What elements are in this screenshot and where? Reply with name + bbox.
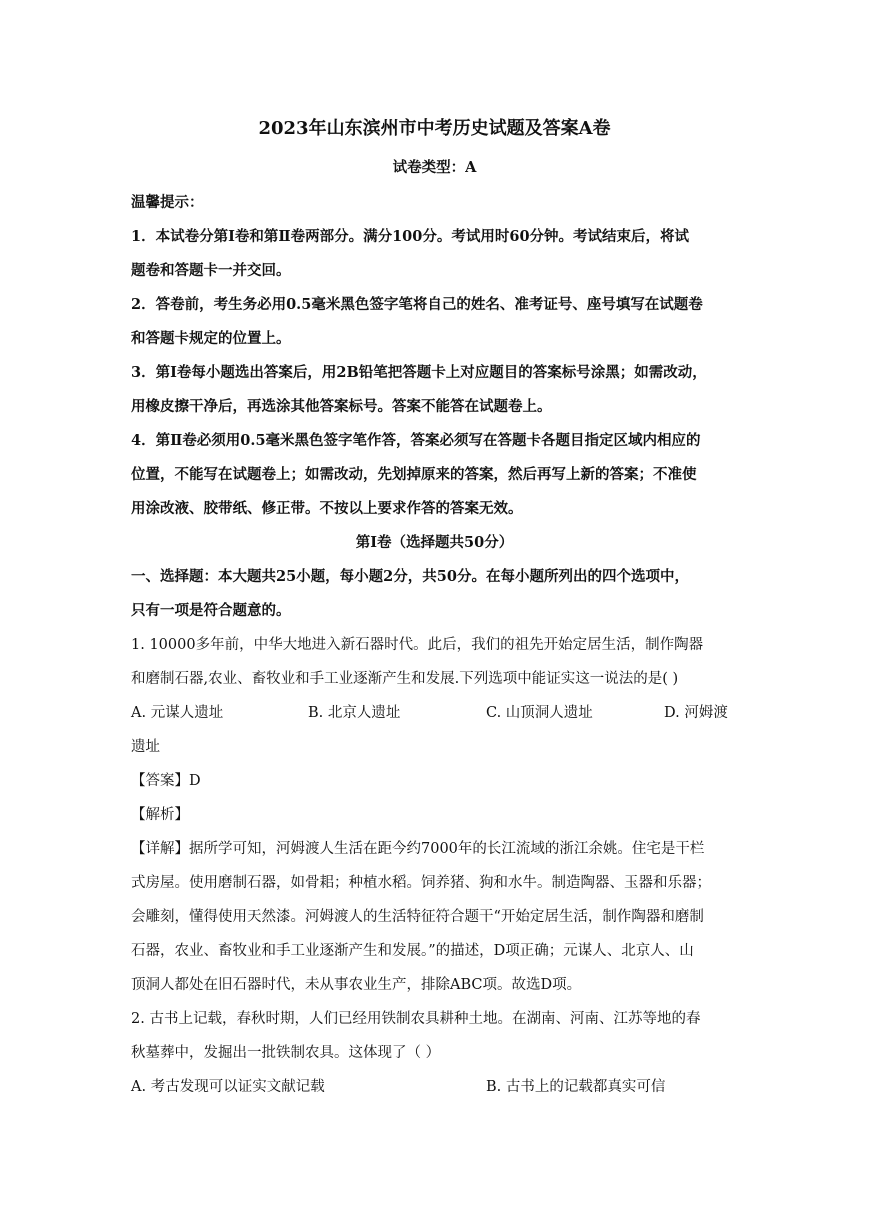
- notice-line: 4．第Ⅱ卷必须用0.5毫米黑色签字笔作答，答案必须写在答题卡各题目指定区域内相应的: [131, 432, 701, 449]
- question-2-option-a: A. 考古发现可以证实文献记载: [131, 1079, 325, 1095]
- question-1-analysis-heading: 【解析】: [131, 807, 189, 823]
- question-2-option-b: B. 古书上的记载都真实可信: [486, 1079, 666, 1095]
- question-1-detail: 式房屋。使用磨制石器，如骨耜；种植水稻。饲养猪、狗和水牛。制造陶器、玉器和乐器；: [131, 875, 711, 891]
- notice-heading: 温馨提示：: [131, 194, 204, 211]
- section-title: 第Ⅰ卷（选择题共50分）: [355, 534, 514, 551]
- page-title: 2023年山东滨州市中考历史试题及答案A卷: [258, 118, 611, 139]
- notice-line: 位置，不能写在试题卷上；如需改动，先划掉原来的答案，然后再写上新的答案；不准使: [131, 466, 697, 483]
- question-1-option-c: C. 山顶洞人遗址: [486, 705, 593, 721]
- notice-line: 2．答卷前，考生务必用0.5毫米黑色签字笔将自己的姓名、准考证号、座号填写在试题卷: [131, 296, 703, 313]
- question-1-detail: 顶洞人都处在旧石器时代，未从事农业生产，排除ABC项。故选D项。: [131, 977, 582, 993]
- paper-type: 试卷类型：A: [392, 159, 477, 176]
- notice-line: 用橡皮擦干净后，再选涂其他答案标号。答案不能答在试题卷上。: [131, 398, 552, 415]
- question-1-detail: 石器，农业、畜牧业和手工业逐渐产生和发展。”的描述，D项正确；元谋人、北京人、山: [131, 943, 694, 959]
- section-instruction: 一、选择题：本大题共25小题，每小题2分，共50分。在每小题所列出的四个选项中，: [131, 568, 689, 585]
- question-1-answer: 【答案】D: [131, 773, 201, 789]
- section-instruction: 只有一项是符合题意的。: [131, 602, 291, 619]
- question-1-stem: 和磨制石器,农业、畜牧业和手工业逐渐产生和发展.下列选项中能证实这一说法的是( ): [131, 671, 679, 687]
- question-1-option-d: D. 河姆渡: [664, 705, 728, 721]
- notice-line: 和答题卡规定的位置上。: [131, 330, 291, 347]
- question-2-stem: 2. 古书上记载，春秋时期，人们已经用铁制农具耕种土地。在湖南、河南、江苏等地的春: [131, 1011, 701, 1027]
- question-1-option-a: A. 元谋人遗址: [131, 705, 224, 721]
- notice-line: 1．本试卷分第Ⅰ卷和第Ⅱ卷两部分。满分100分。考试用时60分钟。考试结束后，将试: [131, 228, 690, 245]
- notice-line: 3．第Ⅰ卷每小题选出答案后，用2B铅笔把答题卡上对应题目的答案标号涂黑；如需改动，: [131, 364, 707, 381]
- question-1-option-b: B. 北京人遗址: [308, 705, 401, 721]
- question-1-stem: 1. 10000多年前，中华大地进入新石器时代。此后，我们的祖先开始定居生活，制作陶器: [131, 637, 704, 653]
- question-1-option-d-wrap: 遗址: [131, 739, 160, 755]
- question-1-detail: 会雕刻，懂得使用天然漆。河姆渡人的生活特征符合题干“开始定居生活，制作陶器和磨制: [131, 909, 704, 925]
- question-2-stem: 秋墓葬中，发掘出一批铁制农具。这体现了（ ）: [131, 1045, 441, 1061]
- question-1-detail: 【详解】据所学可知，河姆渡人生活在距今约7000年的长江流域的浙江余姚。住宅是干栏: [131, 841, 705, 857]
- notice-line: 用涂改液、胶带纸、修正带。不按以上要求作答的答案无效。: [131, 500, 523, 517]
- notice-line: 题卷和答题卡一并交回。: [131, 262, 291, 279]
